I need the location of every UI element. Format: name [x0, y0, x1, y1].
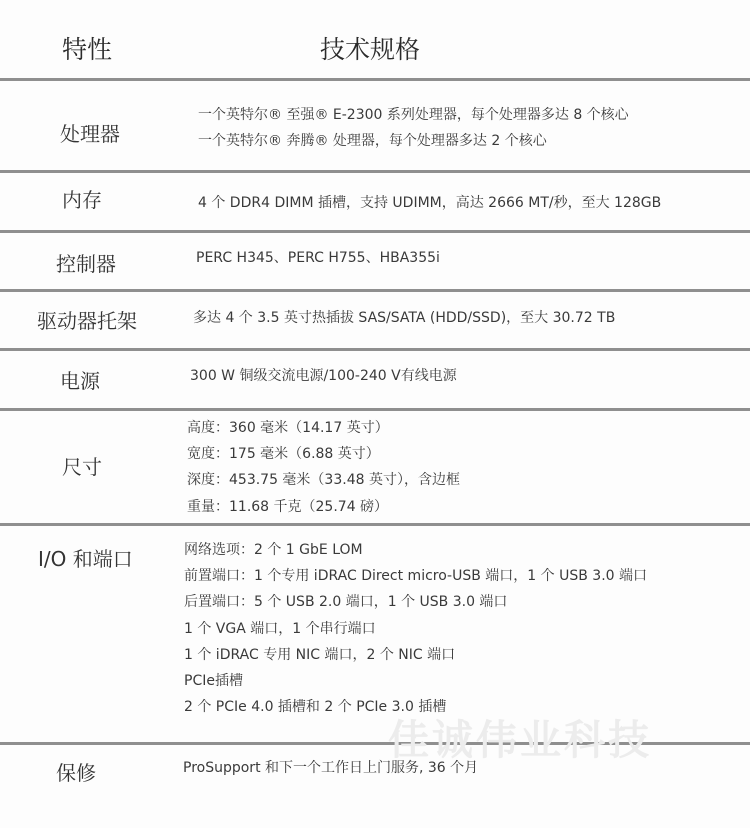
- row-values: [190, 363, 457, 389]
- spec-line: 4 个 DDR4 DIMM 插槽，支持 UDIMM，高达 2666 MT/秒，至大 128GB: [198, 195, 662, 211]
- table-header: [0, 0, 750, 78]
- row-label: 保修: [56, 761, 96, 785]
- divider: [0, 348, 750, 351]
- divider: [0, 230, 750, 233]
- row-label: 驱动器托架: [37, 309, 137, 333]
- spec-line: 多达 4 个 3.5 英寸热插拔 SAS/SATA (HDD/SSD)，至大 30.72 TB: [193, 310, 616, 326]
- row-label: 尺寸: [62, 455, 102, 479]
- row-label: I/O 和端口: [38, 547, 133, 571]
- row-values: [184, 537, 647, 720]
- spec-line: 2 个 PCIe 4.0 插槽和 2 个 PCIe 3.0 插槽: [184, 699, 447, 716]
- spec-line: 深度：453.75 毫米（33.48 英寸），含边框: [187, 472, 460, 489]
- spec-line: 一个英特尔® 奔腾® 处理器，每个处理器多达 2 个核心: [198, 133, 547, 150]
- row-label: 电源: [60, 369, 100, 393]
- row-label: 内存: [62, 188, 102, 212]
- spec-line: 重量：11.68 千克（25.74 磅）: [187, 498, 389, 515]
- spec-line: 网络选项：2 个 1 GbE LOM: [184, 542, 363, 558]
- spec-line: ProSupport 和下一个工作日上门服务, 36 个月: [183, 760, 479, 776]
- watermark: 佳诚伟业科技: [388, 716, 652, 764]
- row-label: 处理器: [60, 122, 120, 146]
- spec-line: 300 W 铜级交流电源/100-240 V有线电源: [190, 368, 457, 384]
- divider: [0, 523, 750, 526]
- row-values: [183, 755, 478, 781]
- header-feature: 特性: [62, 35, 113, 64]
- header-spec: 技术规格: [320, 35, 421, 64]
- row-values: [198, 190, 661, 216]
- divider: [0, 408, 750, 411]
- spec-line: PCIe插槽: [184, 672, 243, 689]
- divider: [0, 289, 750, 292]
- spec-line: 高度：360 毫米（14.17 英寸）: [187, 420, 389, 436]
- row-values: [196, 245, 440, 271]
- row-values: [193, 305, 615, 331]
- spec-line: 1 个 iDRAC 专用 NIC 端口，2 个 NIC 端口: [184, 646, 456, 663]
- spec-line: 1 个 VGA 端口，1 个串行端口: [184, 620, 376, 637]
- spec-line: 后置端口：5 个 USB 2.0 端口，1 个 USB 3.0 端口: [184, 594, 508, 611]
- spec-line: 宽度：175 毫米（6.88 英寸）: [187, 446, 380, 463]
- spec-line: 前置端口：1 个专用 iDRAC Direct micro-USB 端口，1 个 USB 3.0 端口: [184, 568, 648, 585]
- spec-line: PERC H345、PERC H755、HBA355i: [196, 250, 440, 266]
- spec-line: 一个英特尔® 至强® E-2300 系列处理器，每个处理器多达 8 个核心: [198, 107, 629, 123]
- row-label: 控制器: [56, 252, 116, 276]
- row-values: [187, 415, 460, 520]
- divider: [0, 170, 750, 173]
- divider: [0, 78, 750, 81]
- row-values: [198, 102, 629, 154]
